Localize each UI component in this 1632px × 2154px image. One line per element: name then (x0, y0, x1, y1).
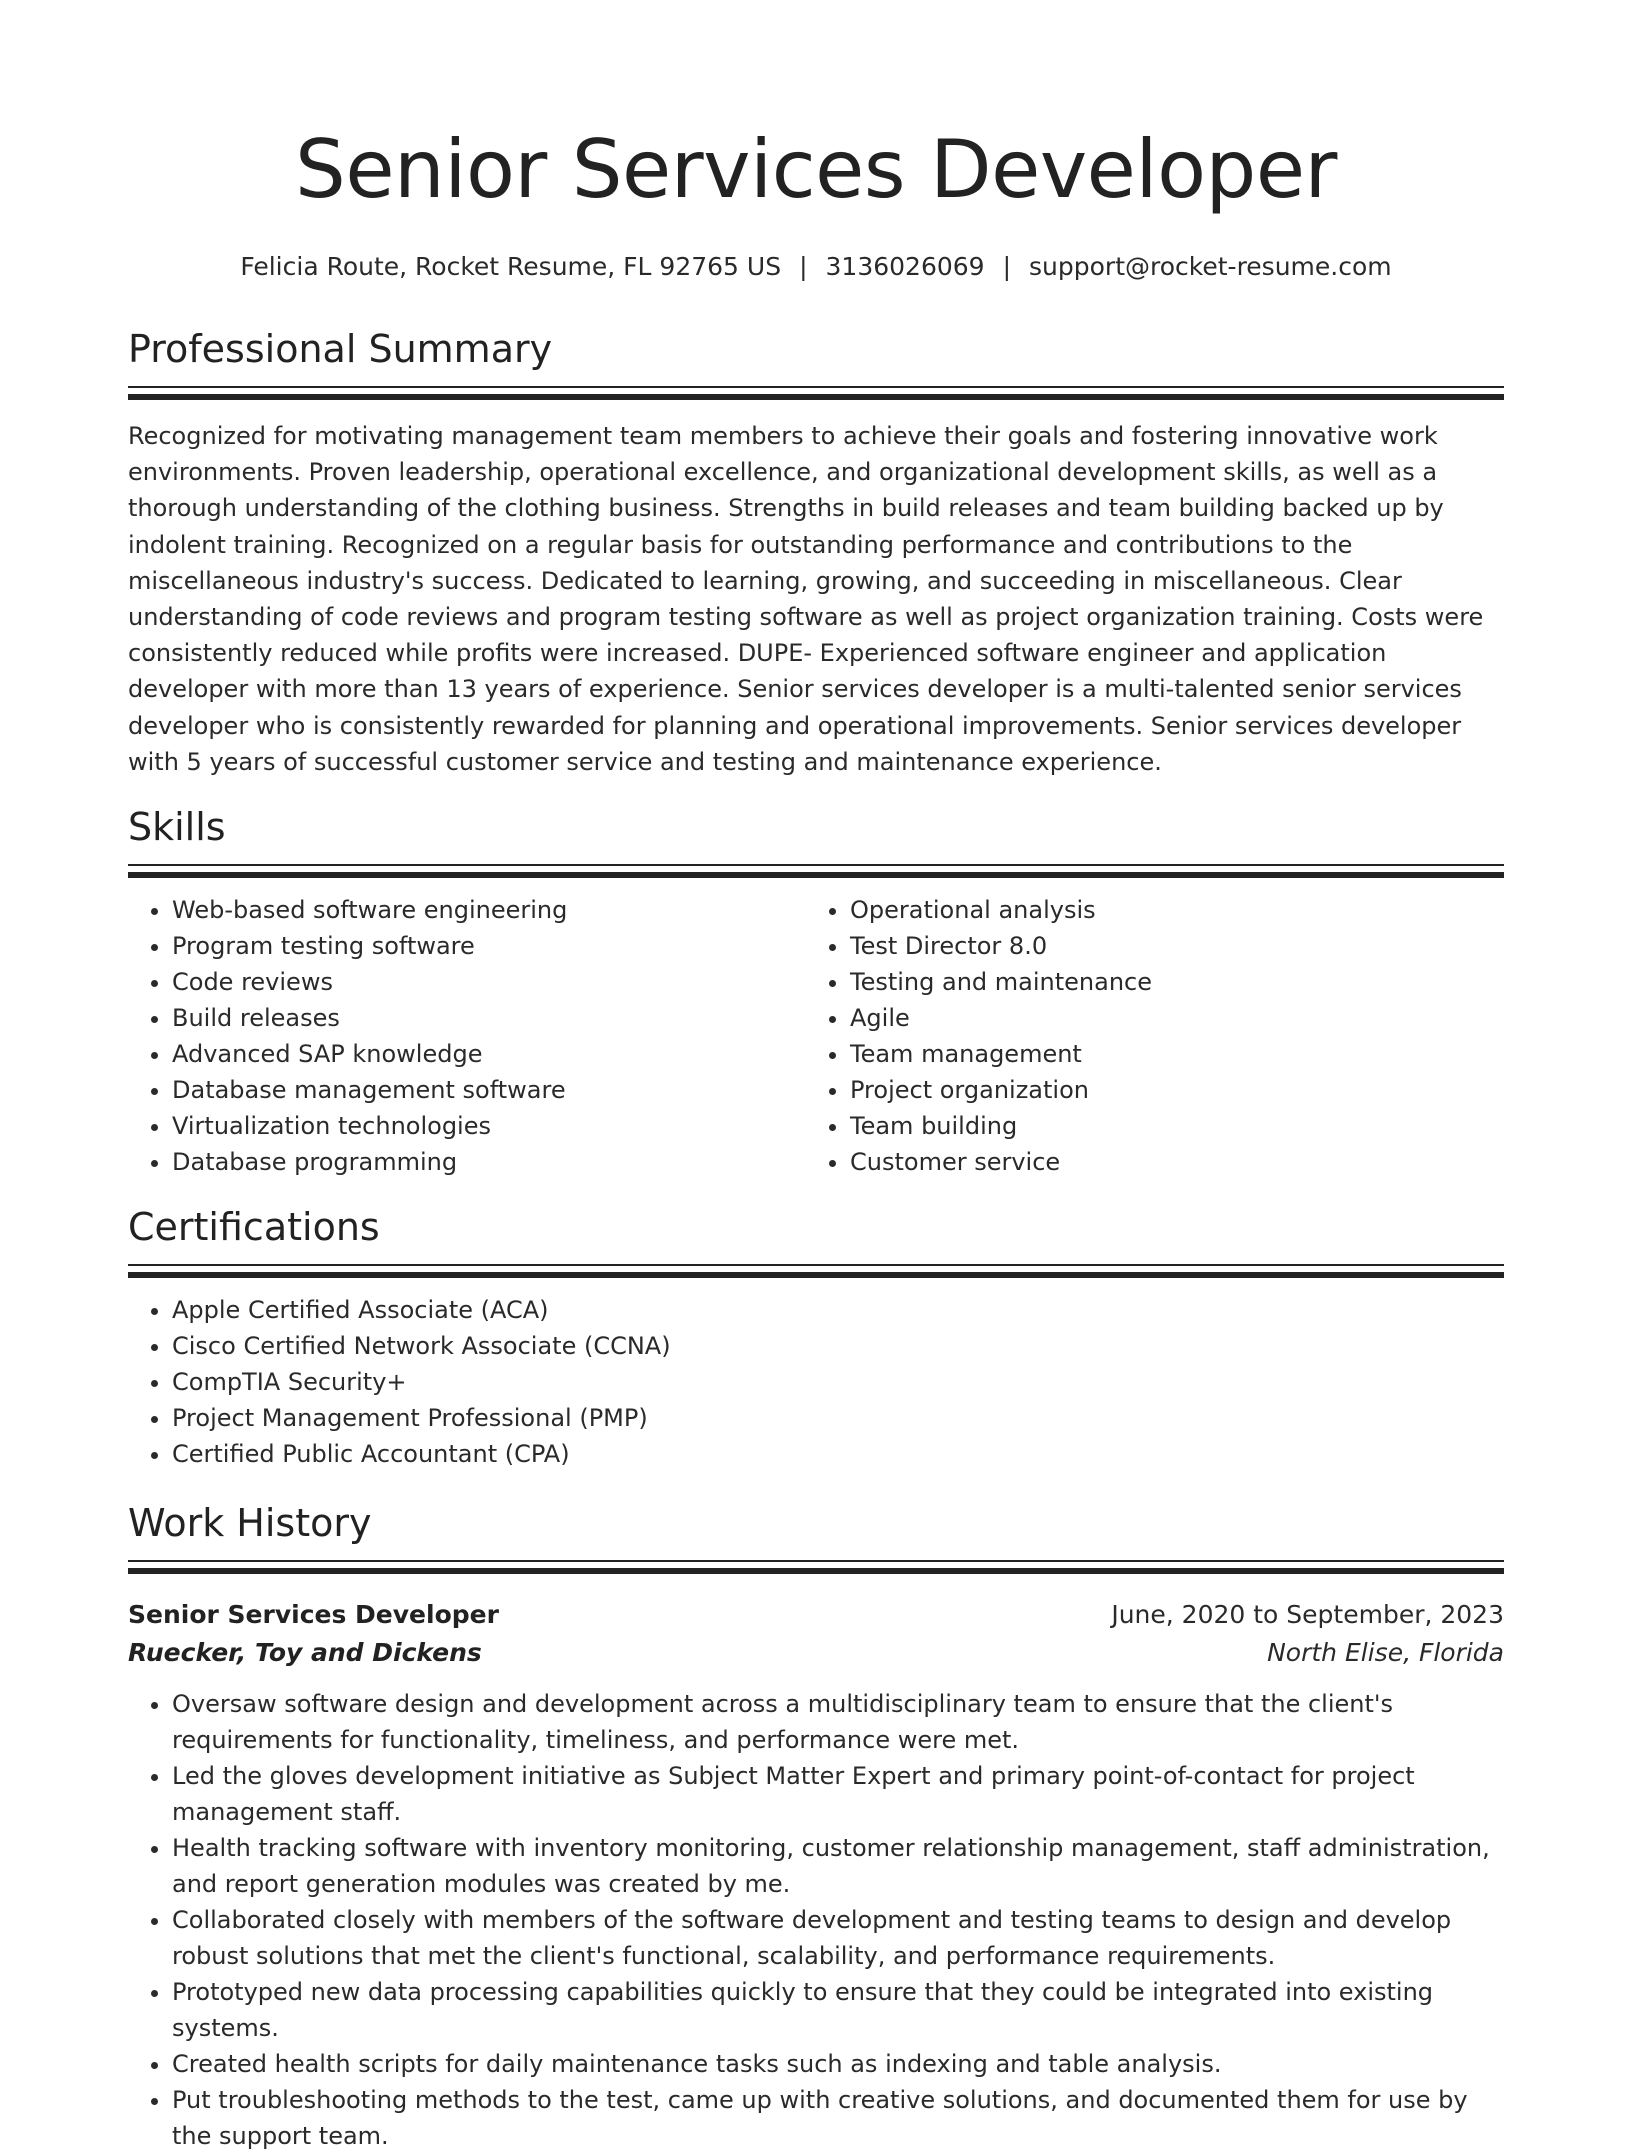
contact-line (128, 250, 1504, 284)
certification-item: • CompTIA Security+ (172, 1364, 1504, 1400)
section-divider (128, 864, 1504, 866)
skills-list-right (806, 892, 1484, 1180)
skill-item: • Operational analysis (850, 892, 1484, 928)
resume-name: Senior Services Developer (295, 123, 1337, 216)
certifications-section (128, 1202, 1504, 1472)
job-entry (128, 1596, 1504, 2154)
certification-item: • Apple Certified Associate (ACA) (172, 1292, 1504, 1328)
contact-phone: 3136026069 (825, 252, 985, 281)
contact-separator: | (799, 252, 808, 281)
job-bullet: • Prototyped new data processing capabilities quickly to ensure that they could be integrated into existing systems. (172, 1974, 1504, 2046)
skills-columns (128, 892, 1504, 1180)
section-divider-thick (128, 1568, 1504, 1574)
certification-item: • Certified Public Accountant (CPA) (172, 1436, 1504, 1472)
job-company: Ruecker, Toy and Dickens (128, 1638, 482, 1668)
job-bullet: • Health tracking software with inventory monitoring, customer relationship management, staff administration, and report generation modules was created by me. (172, 1830, 1504, 1902)
skill-item: • Program testing software (172, 928, 806, 964)
section-divider (128, 386, 1504, 388)
skill-item: • Customer service (850, 1144, 1484, 1180)
summary-section (128, 324, 1504, 780)
resume-page (128, 0, 1504, 2154)
contact-email: support@rocket-resume.com (1029, 252, 1392, 281)
certification-item: • Cisco Certified Network Associate (CCNA) (172, 1328, 1504, 1364)
skill-item: • Build releases (172, 1000, 806, 1036)
contact-address: Felicia Route, Rocket Resume, FL 92765 US (240, 252, 782, 281)
job-header (128, 1596, 1504, 1634)
job-bullet: • Led the gloves development initiative as Subject Matter Expert and primary point-of-contact for project management staff. (172, 1758, 1504, 1830)
certification-item: • Project Management Professional (PMP) (172, 1400, 1504, 1436)
job-title: Senior Services Developer (128, 1600, 499, 1630)
section-divider-thick (128, 394, 1504, 400)
skill-item: • Agile (850, 1000, 1484, 1036)
summary-heading: Professional Summary (128, 327, 553, 371)
skill-item: • Test Director 8.0 (850, 928, 1484, 964)
section-divider-thick (128, 872, 1504, 878)
work-history-heading: Work History (128, 1501, 372, 1546)
job-dates: June, 2020 to September, 2023 (1111, 1600, 1504, 1630)
skill-item: • Team building (850, 1108, 1484, 1144)
skill-item: • Database programming (172, 1144, 806, 1180)
certifications-heading: Certifications (128, 1205, 380, 1250)
job-bullet: • Created health scripts for daily maintenance tasks such as indexing and table analysis. (172, 2046, 1504, 2082)
job-bullet: • Collaborated closely with members of the software development and testing teams to design and develop robust solutions that met the client's functional, scalability, and performance requirements. (172, 1902, 1504, 1974)
section-divider-thick (128, 1272, 1504, 1278)
job-bullets (128, 1686, 1504, 2154)
work-history-section (128, 1498, 1504, 2154)
job-bullet: • Oversaw software design and development across a multidisciplinary team to ensure that the client's requirements for functionality, timeliness, and performance were met. (172, 1686, 1504, 1758)
skill-item: • Database management software (172, 1072, 806, 1108)
skill-item: • Team management (850, 1036, 1484, 1072)
skill-item: • Testing and maintenance (850, 964, 1484, 1000)
skill-item: • Virtualization technologies (172, 1108, 806, 1144)
section-divider (128, 1264, 1504, 1266)
contact-separator: | (1002, 252, 1012, 281)
certifications-list (128, 1292, 1504, 1472)
summary-text: Recognized for motivating management team members to achieve their goals and fostering innovative work environments. Proven leadership, operational excellence, and organizational development skills, as well as a thorough understanding of the clothing business. Strengths in build releases and team building backed up by indolent training. Recognized on a regular basis for outstanding performance and contributions to the miscellaneous industry's success. Dedicated to learning, growing, and succeeding in miscellaneous. Clear understanding of code reviews and program testing software as well as project organization training. Costs were consistently reduced while profits were increased. DUPE- Experienced software engineer and application developer with more than 13 years of experience. Senior services developer is a multi-talented senior services developer who is consistently rewarded for planning and operational improvements. Senior services developer with 5 years of successful customer service and testing and maintenance experience. (128, 422, 1484, 776)
skill-item: • Web-based software engineering (172, 892, 806, 928)
section-divider (128, 1560, 1504, 1562)
job-subheader (128, 1634, 1504, 1672)
skills-heading: Skills (128, 805, 226, 850)
skill-item: • Code reviews (172, 964, 806, 1000)
job-bullet: • Put troubleshooting methods to the test, came up with creative solutions, and documented them for use by the support team. (172, 2082, 1504, 2154)
skills-section (128, 802, 1504, 1180)
skill-item: • Advanced SAP knowledge (172, 1036, 806, 1072)
skill-item: • Project organization (850, 1072, 1484, 1108)
skills-list-left (128, 892, 806, 1180)
job-location: North Elise, Florida (1267, 1638, 1504, 1668)
